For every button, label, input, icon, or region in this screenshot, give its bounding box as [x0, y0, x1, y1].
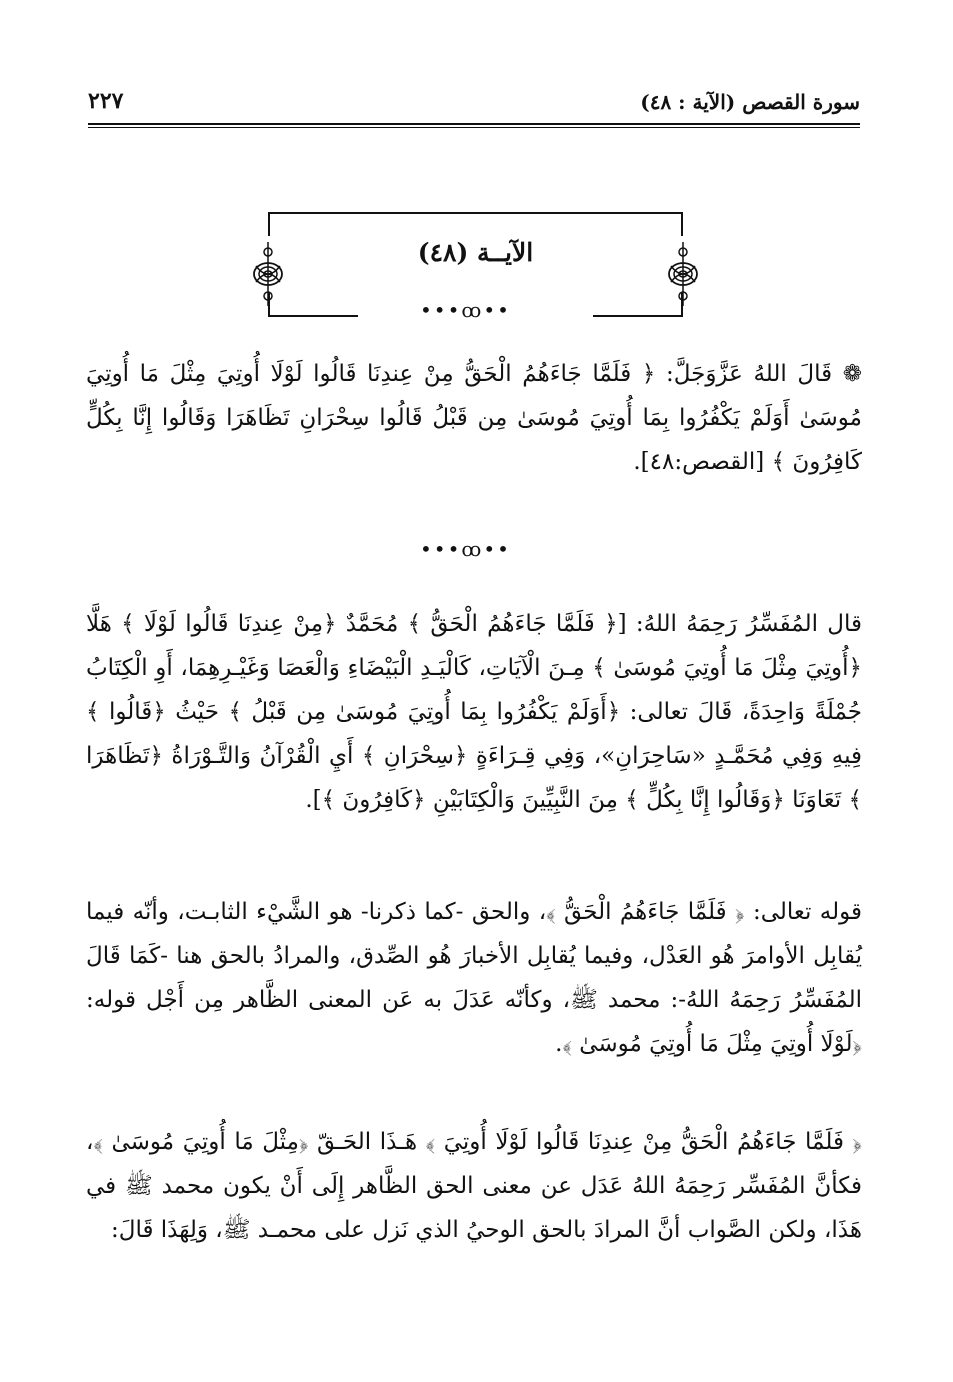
verse-number-title: الآيــة (٤٨): [417, 238, 534, 267]
header-rule-thin: [88, 127, 860, 128]
running-header: [88, 86, 860, 120]
page-number: ٢٢٧: [88, 88, 124, 114]
header-rule: [88, 123, 860, 125]
ornament-divider: •••ꝏ••: [420, 298, 511, 322]
chapter-title: سورة القصص (الآية : ٤٨): [640, 90, 860, 114]
quranic-verse: ❁ قَالَ اللهُ عَزَّوَجَلَّ: ﴿ فَلَمَّا جَاءَهُمُ الْحَقُّ مِنْ عِندِنَا قَالُوا لَوْلَا أُوتِيَ مِثْلَ مَا أُوتِيَ مُوسَىٰ أَوَلَمْ يَكْفُرُوا بِمَا أُوتِيَ مُوسَىٰ مِن قَبْلُ قَالُوا سِحْرَانِ تَظَاهَرَا وَقَالُوا إِنَّا بِكُلٍّ كَافِرُونَ ﴾ [القصص:٤٨].: [86, 361, 862, 475]
section-divider: •••ꝏ••: [420, 537, 511, 561]
commentary-paragraph: ﴿ فَلَمَّا جَاءَهُمُ الْحَقُّ مِنْ عِندِنَا قَالُوا لَوْلَا أُوتِيَ ﴾ هَـذَا الحَـقّ ﴿مِثْلَ مَا أُوتِيَ مُوسَىٰ ﴾، فكأنَّ المُفَسِّر رَحِمَهُ اللهُ عَدَل عن معنى الحق الظَّاهر إِلَى أَنْ يكون محمد ﷺ في هَذَا، ولكن الصَّواب أنَّ المرادَ بالحق الوحيُ الذي نَزل على محمـد ﷺ، وَلِهَذَا قَالَ:: [86, 1129, 862, 1243]
tafsir-paragraph: قال المُفَسِّرُ رَحِمَهُ اللهُ: [﴿ فَلَمَّا جَاءَهُمُ الْحَقُّ ﴾ مُحَمَّدٌ ﴿مِنْ عِندِنَا قَالُوا لَوْلَا ﴾ هَلَّا ﴿أُوتِيَ مِثْلَ مَا أُوتِيَ مُوسَىٰ ﴾ مِـنَ الْآيَاتِ، كَالْيَـدِ الْبَيْضَاءِ وَالْعَصَا وَغَيْـرِهِمَا، أَوِ الْكِتَابُ جُمْلَةً وَاحِدَةً، قَالَ تعالى: ﴿أَوَلَمْ يَكْفُرُوا بِمَا أُوتِيَ مُوسَىٰ مِن قَبْلُ ﴾ حَيْثُ ﴿قَالُوا ﴾ فِيهِ وَفِي مُحَمَّـدٍ «سَاحِرَانِ»، وَفِي قِـرَاءَةٍ ﴿سِحْرَانِ ﴾ أَيِ الْقُرْآنُ وَالتَّـوْرَاةُ ﴿تَظَاهَرَا ﴾ تَعَاوَنَا ﴿وَقَالُوا إِنَّا بِكُلٍّ ﴾ مِنَ النَّبِيِّينَ وَالْكِتَابَيْنِ ﴿كَافِرُونَ ﴾].: [86, 611, 862, 813]
commentary-paragraph: قوله تعالى: ﴿ فَلَمَّا جَاءَهُمُ الْحَقُّ ﴾، والحق -كما ذكرنا- هو الشَّيْء الثابـت، وأنّه فيما يُقابِل الأوامرَ هُو العَدْل، وفيما يُقابِل الأخبارَ هُو الصِّدق، والمرادُ بالحق هنا -كَمَا قَالَ المُفَسِّرُ رَحِمَهُ اللهُ-: محمد ﷺ، وكأنّه عَدَلَ به عَن المعنى الظَّاهر مِن أَجْل قوله: ﴿لَوْلَا أُوتِيَ مِثْلَ مَا أُوتِيَ مُوسَىٰ ﴾.: [86, 899, 862, 1057]
